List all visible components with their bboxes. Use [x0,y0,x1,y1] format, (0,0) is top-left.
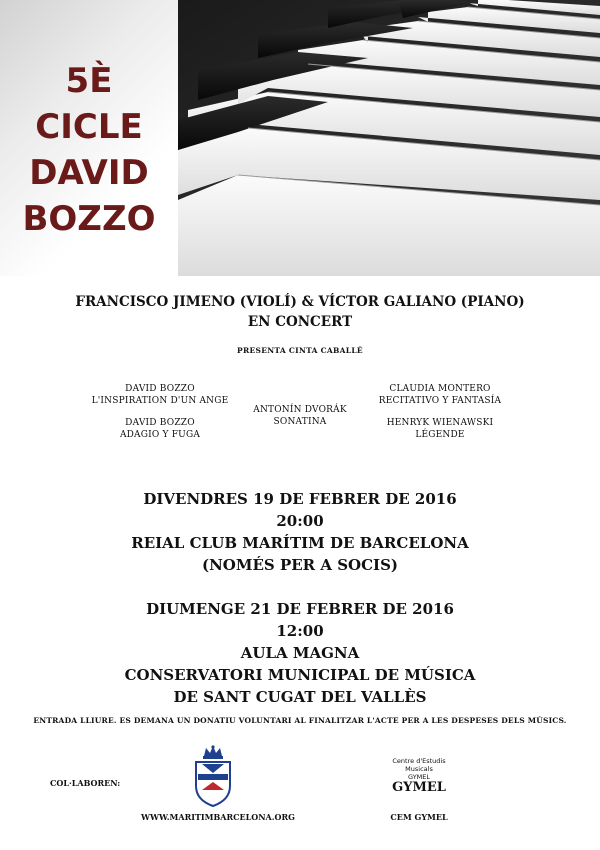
work: L'INSPIRATION D'UN ANGE [91,396,229,406]
event-venue: DE SANT CUGAT DEL VALLÈS [173,688,427,706]
event-time: 12:00 [276,622,324,640]
caption-line: Centre d'Estudis Musicals [392,757,446,773]
program-right [350,383,530,441]
title-line: 5È [65,61,113,101]
event-venue: (NOMÉS PER A SOCIS) [201,556,398,574]
event-venue: CONSERVATORI MUNICIPAL DE MÚSICA [124,666,476,684]
title-line: BOZZO [22,199,156,239]
concert-label: EN CONCERT [247,314,353,330]
cycle-title [0,58,178,242]
composer: CLAUDIA MONTERO [389,384,491,394]
event-block-2 [0,598,600,708]
event-date: DIUMENGE 21 DE FEBRER DE 2016 [146,600,454,618]
work: ADAGIO Y FUGA [119,430,201,440]
gymel-caption [378,757,460,781]
work: RECITATIVO Y FANTASÍA [378,396,502,406]
event-block-1 [0,488,600,576]
composer: DAVID BOZZO [125,418,195,428]
event-venue: AULA MAGNA [240,644,360,662]
composer: DAVID BOZZO [125,384,195,394]
partner-name: CEM GYMEL [390,812,448,822]
collab-label: COL·LABOREN: [50,778,121,788]
program-left [70,383,250,441]
work: LÉGENDE [415,430,465,440]
title-line: CICLE [35,107,143,147]
title-line: DAVID [29,153,149,193]
event-time: 20:00 [276,512,324,530]
partner-url-link[interactable]: WWW.MARITIMBARCELONA.ORG [141,812,295,822]
caption-line: GYMEL [407,773,431,781]
composer: HENRYK WIENAWSKI [386,418,494,428]
work: SONATINA [273,417,327,427]
performers-line: FRANCISCO JIMENO (VIOLÍ) & VÍCTOR GALIANO (PIANO) [75,294,525,310]
event-venue: REIAL CLUB MARÍTIM DE BARCELONA [131,534,469,552]
presenter-line: PRESENTA CINTA CABALLÉ [237,346,363,355]
composer: ANTONÍN DVORÁK [253,405,347,415]
gymel-logo-icon: GYMEL [392,780,446,795]
entry-note: ENTRADA LLIURE. ES DEMANA UN DONATIU VOLUNTARI AL FINALITZAR L'ACTE PER A LES DESPESES DELS MÚSICS. [33,716,567,725]
piano-keys-image [178,0,600,276]
yacht-club-crest-icon [188,744,238,808]
event-date: DIVENDRES 19 DE FEBRER DE 2016 [143,490,457,508]
